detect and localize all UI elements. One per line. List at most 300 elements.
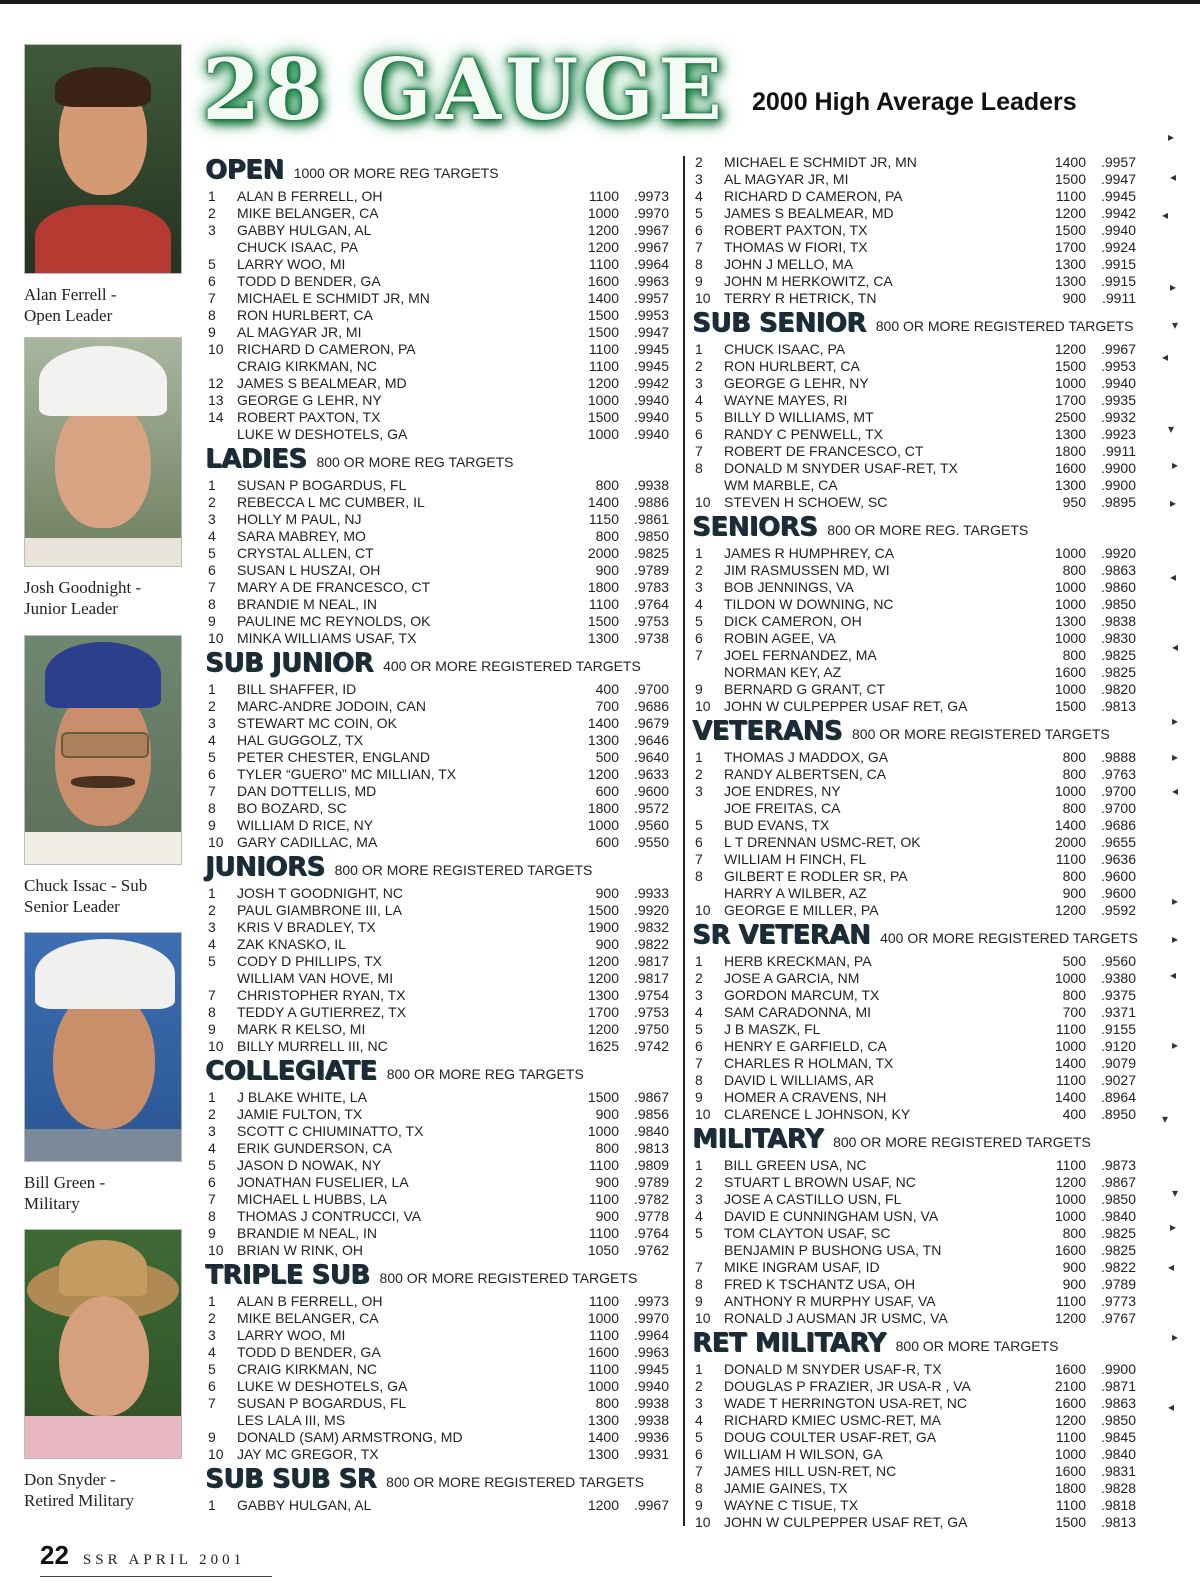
photo-caption: Bill Green - Military: [24, 1173, 106, 1213]
average-cell: .9886: [633, 494, 669, 510]
leader-row: [692, 545, 1142, 562]
average-cell: .9686: [633, 698, 669, 714]
margin-tick: ▸: [1172, 750, 1179, 764]
leader-row: [692, 953, 1142, 970]
leader-row: [205, 902, 675, 919]
rank-cell: 10: [695, 494, 711, 510]
leader-row: [692, 1072, 1142, 1089]
average-cell: .9825: [1100, 647, 1136, 663]
shooter-name-cell: LUKE W DESHOTELS, GA: [237, 1378, 408, 1394]
shooter-name-cell: MIKE BELANGER, CA: [237, 1310, 379, 1326]
rank-cell: 14: [208, 409, 224, 425]
shooter-name-cell: AL MAGYAR JR, MI: [724, 171, 849, 187]
rank-cell: 7: [695, 1259, 703, 1275]
rank-cell: 3: [695, 171, 703, 187]
shooter-name-cell: DONALD M SNYDER USAF-R, TX: [724, 1361, 942, 1377]
rank-cell: [692, 885, 724, 902]
targets-cell: 2000: [1054, 834, 1086, 850]
leader-row: [692, 1480, 1142, 1497]
leader-row: [205, 239, 675, 256]
leader-row: [692, 613, 1142, 630]
rank-cell: 3: [208, 1123, 216, 1139]
section: [205, 1057, 675, 1259]
leader-row: [692, 409, 1142, 426]
shooter-name-cell: JOSE A CASTILLO USN, FL: [724, 1191, 902, 1207]
targets-cell: 1000: [1054, 970, 1086, 986]
average-cell: .9923: [1100, 426, 1136, 442]
average-cell: .9861: [633, 511, 669, 527]
targets-cell: 1000: [1054, 783, 1086, 799]
section: [692, 309, 1142, 511]
leader-row: [692, 290, 1142, 307]
average-cell: .9845: [1100, 1429, 1136, 1445]
average-cell: .9936: [633, 1429, 669, 1445]
photo-block-military-leader: [24, 932, 184, 1214]
shooter-name-cell: BERNARD G GRANT, CT: [724, 681, 886, 697]
average-cell: .9915: [1100, 256, 1136, 272]
shooter-name-cell: LUKE W DESHOTELS, GA: [237, 426, 408, 442]
targets-cell: 1100: [1055, 1293, 1086, 1309]
leader-row: [692, 239, 1142, 256]
leader-row: [692, 1191, 1142, 1208]
section: [692, 1329, 1142, 1531]
targets-cell: 1100: [1055, 851, 1086, 867]
rank-cell: 10: [208, 1242, 224, 1258]
shooter-name-cell: LES LALA III, MS: [237, 1412, 346, 1428]
rank-cell: 2: [208, 698, 216, 714]
rank-cell: 8: [208, 1208, 216, 1224]
shooter-name-cell: RICHARD D CAMERON, PA: [724, 188, 903, 204]
targets-cell: 1900: [587, 919, 619, 935]
leader-row: [692, 817, 1142, 834]
rank-cell: 4: [695, 596, 703, 612]
average-cell: .9560: [633, 817, 669, 833]
leader-row: [692, 800, 1142, 817]
targets-cell: 1000: [1054, 375, 1086, 391]
photo-block-junior-leader: [24, 337, 184, 619]
shooter-name-cell: SUSAN P BOGARDUS, FL: [237, 1395, 407, 1411]
leader-row: [692, 1310, 1142, 1327]
leader-row: [692, 885, 1142, 902]
shooter-name-cell: FRED K TSCHANTZ USA, OH: [724, 1276, 916, 1292]
targets-cell: 1100: [588, 1191, 619, 1207]
shooter-name-cell: MINKA WILLIAMS USAF, TX: [237, 630, 417, 646]
leader-row: [692, 1412, 1142, 1429]
leader-row: [205, 341, 675, 358]
targets-cell: 700: [595, 698, 619, 714]
targets-cell: 1200: [587, 766, 619, 782]
rank-cell: 2: [208, 205, 216, 221]
targets-cell: 500: [1062, 953, 1086, 969]
shooter-name-cell: WILLIAM H WILSON, GA: [724, 1446, 883, 1462]
leader-row: [692, 783, 1142, 800]
rank-cell: 7: [208, 579, 216, 595]
section-title: RET MILITARY: [692, 1328, 886, 1358]
targets-cell: 900: [595, 1208, 619, 1224]
section-qualifier: 800 OR MORE REGISTERED TARGETS: [379, 1270, 638, 1286]
section-qualifier: 1000 OR MORE REG TARGETS: [293, 165, 499, 181]
targets-cell: 900: [595, 936, 619, 952]
leader-row: [205, 749, 675, 766]
average-cell: .9940: [633, 409, 669, 425]
rank-cell: 4: [695, 188, 703, 204]
average-cell: .9863: [1100, 1395, 1136, 1411]
rank-cell: 5: [695, 1225, 703, 1241]
shooter-name-cell: JOHN W CULPEPPER USAF RET, GA: [724, 1514, 968, 1530]
shooter-name-cell: HENRY E GARFIELD, CA: [724, 1038, 887, 1054]
targets-cell: 1000: [1054, 545, 1086, 561]
photo-block-open-leader: [24, 44, 184, 326]
leader-row: [205, 613, 675, 630]
rank-cell: 5: [208, 953, 216, 969]
rank-cell: 5: [695, 1021, 703, 1037]
shooter-name-cell: THOMAS J MADDOX, GA: [724, 749, 889, 765]
targets-cell: 1100: [1055, 1497, 1086, 1513]
targets-cell: 1100: [588, 1361, 619, 1377]
average-cell: .9915: [1100, 273, 1136, 289]
rank-cell: 6: [208, 1378, 216, 1394]
rank-cell: 7: [208, 783, 216, 799]
average-cell: .9920: [1100, 545, 1136, 561]
average-cell: .9840: [633, 1123, 669, 1139]
footer-rule: [40, 1576, 272, 1577]
leader-row: [205, 1174, 675, 1191]
leader-row: [205, 222, 675, 239]
leader-row: [205, 1191, 675, 1208]
shooter-name-cell: RON HURLBERT, CA: [724, 358, 860, 374]
average-cell: .9850: [1100, 596, 1136, 612]
leader-row: [205, 1004, 675, 1021]
average-cell: .9762: [633, 1242, 669, 1258]
targets-cell: 1100: [588, 256, 619, 272]
targets-cell: 1500: [1054, 698, 1086, 714]
section-qualifier: 800 OR MORE REG TARGETS: [316, 454, 514, 470]
average-cell: .8964: [1100, 1089, 1136, 1105]
margin-marks: [1158, 130, 1188, 1530]
leader-row: [692, 1038, 1142, 1055]
shooter-name-cell: JOSE A GARCIA, NM: [724, 970, 860, 986]
rank-cell: 1: [695, 1361, 703, 1377]
section-header: [692, 921, 1142, 953]
average-cell: .9817: [633, 970, 669, 986]
average-cell: .9838: [1100, 613, 1136, 629]
portrait-photo: [24, 337, 182, 567]
leader-row: [692, 392, 1142, 409]
leader-row: [692, 256, 1142, 273]
shooter-name-cell: GEORGE E MILLER, PA: [724, 902, 879, 918]
targets-cell: 1200: [587, 970, 619, 986]
section-title: JUNIORS: [205, 852, 325, 882]
targets-cell: 900: [595, 885, 619, 901]
average-cell: .9920: [633, 902, 669, 918]
targets-cell: 1400: [1054, 154, 1086, 170]
margin-tick: ▸: [1170, 1220, 1177, 1234]
rank-cell: 8: [208, 1004, 216, 1020]
shooter-name-cell: DOUGLAS P FRAZIER, JR USA-R , VA: [724, 1378, 971, 1394]
rank-cell: [205, 1412, 237, 1429]
shooter-name-cell: DAN DOTTELLIS, MD: [237, 783, 377, 799]
shooter-name-cell: BRANDIE M NEAL, IN: [237, 596, 378, 612]
leader-row: [205, 1038, 675, 1055]
leader-row: [205, 290, 675, 307]
shooter-name-cell: JASON D NOWAK, NY: [237, 1157, 382, 1173]
shooter-name-cell: WADE T HERRINGTON USA-RET, NC: [724, 1395, 967, 1411]
section-title: TRIPLE SUB: [205, 1260, 370, 1290]
targets-cell: 2000: [587, 545, 619, 561]
shooter-name-cell: BO BOZARD, SC: [237, 800, 347, 816]
rank-cell: 9: [695, 1293, 703, 1309]
leader-row: [692, 1242, 1142, 1259]
shooter-name-cell: DICK CAMERON, OH: [724, 613, 862, 629]
leader-row: [205, 1157, 675, 1174]
rank-cell: 6: [695, 222, 703, 238]
targets-cell: 1500: [587, 902, 619, 918]
targets-cell: 1100: [588, 188, 619, 204]
shooter-name-cell: CHRISTOPHER RYAN, TX: [237, 987, 406, 1003]
leader-row: [692, 205, 1142, 222]
targets-cell: 1600: [1054, 460, 1086, 476]
rank-cell: 7: [208, 1191, 216, 1207]
targets-cell: 1300: [587, 732, 619, 748]
targets-cell: 1100: [1055, 1157, 1086, 1173]
targets-cell: 1800: [1054, 443, 1086, 459]
leader-row: [205, 1225, 675, 1242]
rank-cell: 8: [208, 800, 216, 816]
leader-row: [205, 1446, 675, 1463]
rank-cell: 8: [695, 1072, 703, 1088]
shooter-name-cell: BILLY MURRELL III, NC: [237, 1038, 388, 1054]
rank-cell: 4: [208, 1344, 216, 1360]
average-cell: .9932: [1100, 409, 1136, 425]
margin-tick: ▸: [1170, 280, 1177, 294]
average-cell: .9900: [1100, 477, 1136, 493]
targets-cell: 1400: [587, 1429, 619, 1445]
average-cell: .9817: [633, 953, 669, 969]
average-cell: .9850: [633, 528, 669, 544]
rank-cell: 7: [695, 851, 703, 867]
targets-cell: 1150: [588, 511, 619, 527]
average-cell: .9809: [633, 1157, 669, 1173]
shooter-name-cell: BUD EVANS, TX: [724, 817, 830, 833]
average-cell: .9789: [633, 562, 669, 578]
shooter-name-cell: DAVID E CUNNINGHAM USN, VA: [724, 1208, 939, 1224]
leader-row: [692, 1021, 1142, 1038]
section-qualifier: 800 OR MORE TARGETS: [895, 1338, 1059, 1354]
average-cell: .9592: [1100, 902, 1136, 918]
leader-row: [205, 579, 675, 596]
rank-cell: 3: [695, 579, 703, 595]
leader-row: [205, 936, 675, 953]
targets-cell: 600: [595, 834, 619, 850]
right-column: [692, 154, 1142, 1531]
photo-caption: Chuck Issac - Sub Senior Leader: [24, 876, 148, 916]
leader-row: [205, 987, 675, 1004]
targets-cell: 400: [595, 681, 619, 697]
average-cell: .9773: [1100, 1293, 1136, 1309]
shooter-name-cell: JOEL FERNANDEZ, MA: [724, 647, 877, 663]
section-title: LADIES: [205, 444, 307, 474]
rank-cell: 10: [695, 290, 711, 306]
average-cell: .9767: [1100, 1310, 1136, 1326]
average-cell: .9964: [633, 256, 669, 272]
shooter-name-cell: WILLIAM D RICE, NY: [237, 817, 374, 833]
shooter-name-cell: REBECCA L MC CUMBER, IL: [237, 494, 425, 510]
shooter-name-cell: ROBERT PAXTON, TX: [724, 222, 868, 238]
margin-tick: ▸: [1172, 458, 1179, 472]
section-title: COLLEGIATE: [205, 1056, 377, 1086]
average-cell: .9900: [1100, 460, 1136, 476]
shooter-name-cell: JAMES S BEALMEAR, MD: [724, 205, 894, 221]
rank-cell: 4: [208, 1140, 216, 1156]
targets-cell: 1200: [587, 1021, 619, 1037]
shooter-name-cell: PAULINE MC REYNOLDS, OK: [237, 613, 431, 629]
shooter-name-cell: MARC-ANDRE JODOIN, CAN: [237, 698, 427, 714]
section-qualifier: 400 OR MORE REGISTERED TARGETS: [383, 658, 641, 674]
rank-cell: 5: [695, 613, 703, 629]
leader-row: [692, 1429, 1142, 1446]
average-cell: .9856: [633, 1106, 669, 1122]
targets-cell: 1000: [587, 1310, 619, 1326]
rank-cell: [205, 970, 237, 987]
rank-cell: 1: [208, 885, 216, 901]
rank-cell: 4: [208, 732, 216, 748]
average-cell: .9840: [1100, 1446, 1136, 1462]
rank-cell: [692, 477, 724, 494]
rank-cell: 5: [208, 1361, 216, 1377]
section-title: VETERANS: [692, 716, 843, 746]
targets-cell: 1200: [1054, 902, 1086, 918]
targets-cell: 1000: [1054, 1038, 1086, 1054]
margin-tick: ▾: [1172, 318, 1179, 332]
shooter-name-cell: SAM CARADONNA, MI: [724, 1004, 872, 1020]
shooter-name-cell: HAL GUGGOLZ, TX: [237, 732, 364, 748]
average-cell: .9938: [633, 1412, 669, 1428]
targets-cell: 800: [595, 1140, 619, 1156]
targets-cell: 1625: [587, 1038, 619, 1054]
average-cell: .9633: [633, 766, 669, 782]
leader-row: [205, 307, 675, 324]
shooter-name-cell: ANTHONY R MURPHY USAF, VA: [724, 1293, 936, 1309]
leader-row: [205, 1310, 675, 1327]
section: [692, 921, 1142, 1123]
leader-row: [692, 494, 1142, 511]
average-cell: .9828: [1100, 1480, 1136, 1496]
targets-cell: 1200: [587, 1497, 619, 1513]
average-cell: .8950: [1100, 1106, 1136, 1122]
section-qualifier: 800 OR MORE REGISTERED TARGETS: [852, 726, 1110, 742]
leader-row: [692, 681, 1142, 698]
targets-cell: 600: [595, 783, 619, 799]
average-cell: .9813: [633, 1140, 669, 1156]
average-cell: .9830: [1100, 630, 1136, 646]
rank-cell: 9: [695, 1497, 703, 1513]
leader-row: [205, 1293, 675, 1310]
rank-cell: 7: [208, 1395, 216, 1411]
leader-row: [692, 477, 1142, 494]
rank-cell: 3: [208, 715, 216, 731]
section-qualifier: 800 OR MORE REGISTERED TARGETS: [833, 1134, 1091, 1150]
average-cell: .9572: [633, 800, 669, 816]
shooter-name-cell: GORDON MARCUM, TX: [724, 987, 880, 1003]
photo-caption: Don Snyder - Retired Military: [24, 1470, 135, 1510]
rank-cell: 2: [695, 358, 703, 374]
rank-cell: 10: [695, 1514, 711, 1530]
average-cell: .9813: [1100, 698, 1136, 714]
leader-row: [692, 579, 1142, 596]
rank-cell: 1: [208, 188, 216, 204]
rank-cell: 7: [695, 443, 703, 459]
leader-row: [692, 1378, 1142, 1395]
average-cell: .9967: [1100, 341, 1136, 357]
margin-tick: ▸: [1172, 1038, 1179, 1052]
shooter-name-cell: JOE ENDRES, NY: [724, 783, 841, 799]
rank-cell: 9: [208, 1225, 216, 1241]
targets-cell: 1300: [587, 630, 619, 646]
rank-cell: 13: [208, 392, 224, 408]
rank-cell: 4: [695, 1208, 703, 1224]
average-cell: .9840: [1100, 1208, 1136, 1224]
publication-line: SSR APRIL 2001: [82, 1552, 246, 1568]
leader-row: [692, 1395, 1142, 1412]
shooter-name-cell: J BLAKE WHITE, LA: [237, 1089, 367, 1105]
leader-row: [205, 426, 675, 443]
targets-cell: 2100: [1054, 1378, 1086, 1394]
page-subtitle: 2000 High Average Leaders: [752, 88, 1077, 116]
rank-cell: 7: [695, 239, 703, 255]
section-header: [692, 1329, 1142, 1361]
leader-row: [205, 919, 675, 936]
targets-cell: 1200: [1054, 341, 1086, 357]
targets-cell: 1400: [1054, 1055, 1086, 1071]
shooter-name-cell: DOUG COULTER USAF-RET, GA: [724, 1429, 937, 1445]
shooter-name-cell: RONALD J AUSMAN JR USMC, VA: [724, 1310, 948, 1326]
average-cell: .9636: [1100, 851, 1136, 867]
targets-cell: 1100: [588, 1293, 619, 1309]
section-header: [692, 717, 1142, 749]
section: [692, 1125, 1142, 1327]
margin-tick: ◂: [1162, 350, 1169, 364]
average-cell: .9600: [633, 783, 669, 799]
leader-row: [692, 902, 1142, 919]
leader-row: [205, 681, 675, 698]
average-cell: .9831: [1100, 1463, 1136, 1479]
targets-cell: 900: [1062, 1259, 1086, 1275]
shooter-name-cell: MARK R KELSO, MI: [237, 1021, 366, 1037]
shooter-name-cell: GEORGE G LEHR, NY: [724, 375, 869, 391]
leader-row: [205, 715, 675, 732]
targets-cell: 1400: [1054, 1089, 1086, 1105]
margin-tick: ◂: [1172, 784, 1179, 798]
average-cell: .9863: [1100, 562, 1136, 578]
rank-cell: 1: [208, 1293, 216, 1309]
leader-row: [205, 1106, 675, 1123]
rank-cell: 9: [208, 613, 216, 629]
shooter-name-cell: TOM CLAYTON USAF, SC: [724, 1225, 891, 1241]
leader-row: [205, 545, 675, 562]
margin-tick: ▾: [1162, 1112, 1169, 1126]
shooter-name-cell: JAY MC GREGOR, TX: [237, 1446, 379, 1462]
targets-cell: 1600: [587, 1344, 619, 1360]
leader-row: [205, 392, 675, 409]
shooter-name-cell: WAYNE C TISUE, TX: [724, 1497, 859, 1513]
targets-cell: 1800: [1054, 1480, 1086, 1496]
targets-cell: 1300: [587, 1412, 619, 1428]
targets-cell: 1200: [587, 375, 619, 391]
shooter-name-cell: MICHAEL L HUBBS, LA: [237, 1191, 387, 1207]
leader-row: [692, 1174, 1142, 1191]
portrait-photo: [24, 635, 182, 865]
shooter-name-cell: TILDON W DOWNING, NC: [724, 596, 894, 612]
